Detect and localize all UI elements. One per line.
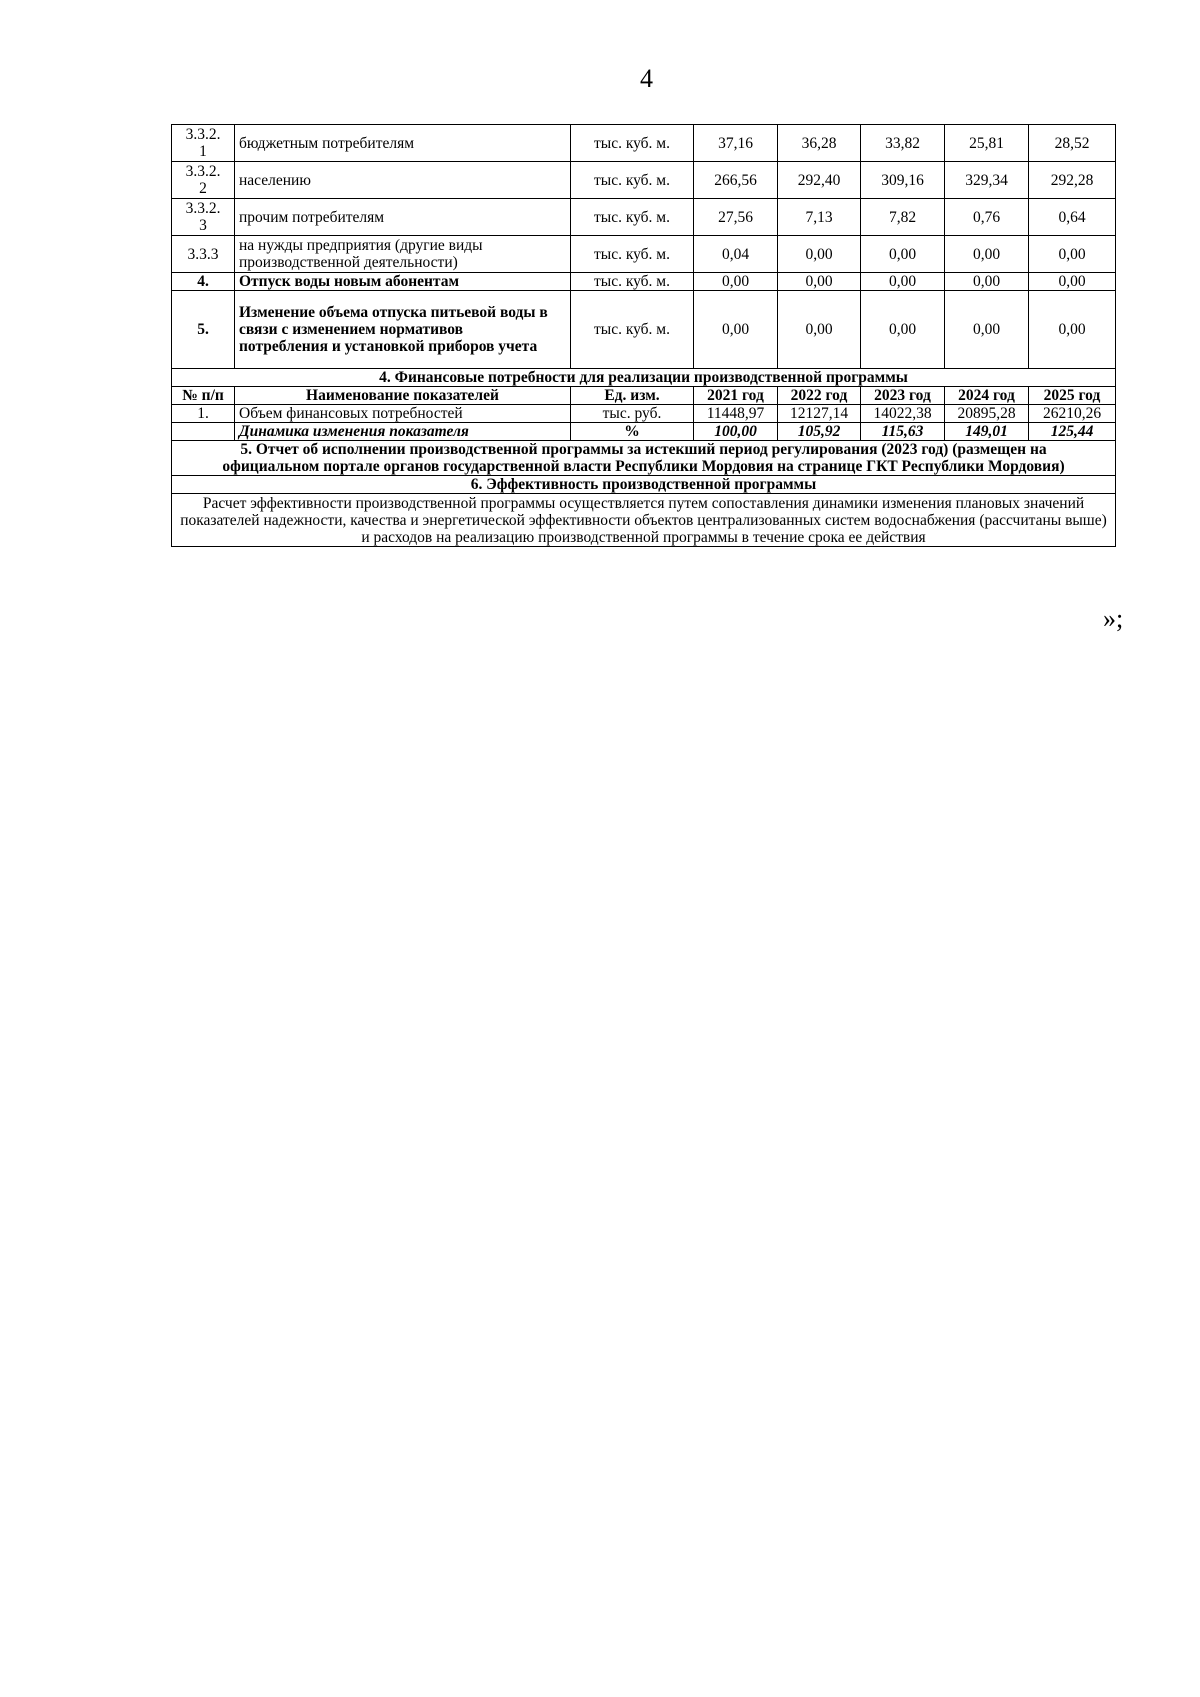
value-2022: 0,00 [778, 291, 861, 369]
table-header-row [172, 387, 1116, 405]
row-name: Объем финансовых потребностей [235, 405, 571, 423]
value-2021: 266,56 [694, 162, 778, 199]
value-2025: 0,00 [1029, 236, 1116, 273]
section-text-row [172, 494, 1116, 547]
value-2022: 105,92 [778, 423, 861, 441]
value-2022: 0,00 [778, 273, 861, 291]
row-unit: тыс. руб. [571, 405, 694, 423]
row-name: Изменение объема отпуска питьевой воды в связи с изменением нормативов потребления и установкой приборов учета [235, 291, 571, 369]
section-4-title: 4. Финансовые потребности для реализации производственной программы [172, 369, 1116, 387]
value-2024: 0,76 [945, 199, 1029, 236]
row-number: 1. [172, 405, 235, 423]
value-2023: 0,00 [861, 273, 945, 291]
value-2021: 0,00 [694, 273, 778, 291]
table-row [172, 125, 1116, 162]
value-2023: 7,82 [861, 199, 945, 236]
value-2024: 149,01 [945, 423, 1029, 441]
value-2022: 7,13 [778, 199, 861, 236]
closing-quote-mark: »; [1103, 604, 1124, 633]
value-2021: 11448,97 [694, 405, 778, 423]
table-row [172, 423, 1116, 441]
value-2024: 0,00 [945, 291, 1029, 369]
section-title-row [172, 441, 1116, 476]
value-2025: 0,64 [1029, 199, 1116, 236]
row-name: Динамика изменения показателя [235, 423, 571, 441]
value-2025: 0,00 [1029, 273, 1116, 291]
row-unit: тыс. куб. м. [571, 273, 694, 291]
value-2023: 0,00 [861, 236, 945, 273]
row-unit: тыс. куб. м. [571, 199, 694, 236]
value-2024: 329,34 [945, 162, 1029, 199]
value-2021: 27,56 [694, 199, 778, 236]
value-2025: 26210,26 [1029, 405, 1116, 423]
row-number: 3.3.2. 3 [172, 199, 235, 236]
production-program-table [171, 124, 1116, 547]
value-2023: 33,82 [861, 125, 945, 162]
row-number: 3.3.3 [172, 236, 235, 273]
row-number: 4. [172, 273, 235, 291]
value-2024: 20895,28 [945, 405, 1029, 423]
value-2025: 0,00 [1029, 291, 1116, 369]
row-unit: тыс. куб. м. [571, 236, 694, 273]
value-2022: 36,28 [778, 125, 861, 162]
page-number: 4 [640, 64, 653, 93]
value-2021: 0,04 [694, 236, 778, 273]
value-2022: 0,00 [778, 236, 861, 273]
header-name: Наименование показателей [235, 387, 571, 405]
row-unit: тыс. куб. м. [571, 291, 694, 369]
row-name: на нужды предприятия (другие виды производственной деятельности) [235, 236, 571, 273]
section-title-row [172, 369, 1116, 387]
value-2022: 12127,14 [778, 405, 861, 423]
row-unit: % [571, 423, 694, 441]
table-row [172, 273, 1116, 291]
header-year-2024: 2024 год [945, 387, 1029, 405]
value-2021: 37,16 [694, 125, 778, 162]
value-2021: 100,00 [694, 423, 778, 441]
table-row [172, 291, 1116, 369]
row-name: населению [235, 162, 571, 199]
value-2023: 14022,38 [861, 405, 945, 423]
value-2025: 28,52 [1029, 125, 1116, 162]
header-year-2025: 2025 год [1029, 387, 1116, 405]
header-year-2021: 2021 год [694, 387, 778, 405]
value-2021: 0,00 [694, 291, 778, 369]
row-number: 3.3.2. 2 [172, 162, 235, 199]
value-2024: 0,00 [945, 273, 1029, 291]
section-5-title: 5. Отчет об исполнении производственной программы за истекший период регулирования (2023 год) (размещен на официальном портале органов государственной власти Республики Мордовия на странице ГКТ Республики Мордовия) [172, 441, 1116, 476]
header-num: № п/п [172, 387, 235, 405]
row-number-empty [172, 423, 235, 441]
header-unit: Ед. изм. [571, 387, 694, 405]
header-year-2023: 2023 год [861, 387, 945, 405]
row-number: 3.3.2. 1 [172, 125, 235, 162]
row-name: прочим потребителям [235, 199, 571, 236]
row-unit: тыс. куб. м. [571, 125, 694, 162]
table-row [172, 162, 1116, 199]
value-2025: 125,44 [1029, 423, 1116, 441]
table-row [172, 236, 1116, 273]
value-2025: 292,28 [1029, 162, 1116, 199]
value-2024: 0,00 [945, 236, 1029, 273]
section-title-row [172, 476, 1116, 494]
section-6-title: 6. Эффективность производственной программы [172, 476, 1116, 494]
row-name: бюджетным потребителям [235, 125, 571, 162]
value-2023: 309,16 [861, 162, 945, 199]
table-row [172, 199, 1116, 236]
row-unit: тыс. куб. м. [571, 162, 694, 199]
value-2023: 115,63 [861, 423, 945, 441]
section-6-text: Расчет эффективности производственной программы осуществляется путем сопоставления динамики изменения плановых значений показателей надежности, качества и энергетической эффективности объектов централизованных систем водоснабжения (рассчитаны выше) и расходов на реализацию производственной программы в течение срока ее действия [172, 494, 1116, 547]
row-number: 5. [172, 291, 235, 369]
value-2024: 25,81 [945, 125, 1029, 162]
row-name: Отпуск воды новым абонентам [235, 273, 571, 291]
table-row [172, 405, 1116, 423]
value-2022: 292,40 [778, 162, 861, 199]
header-year-2022: 2022 год [778, 387, 861, 405]
value-2023: 0,00 [861, 291, 945, 369]
